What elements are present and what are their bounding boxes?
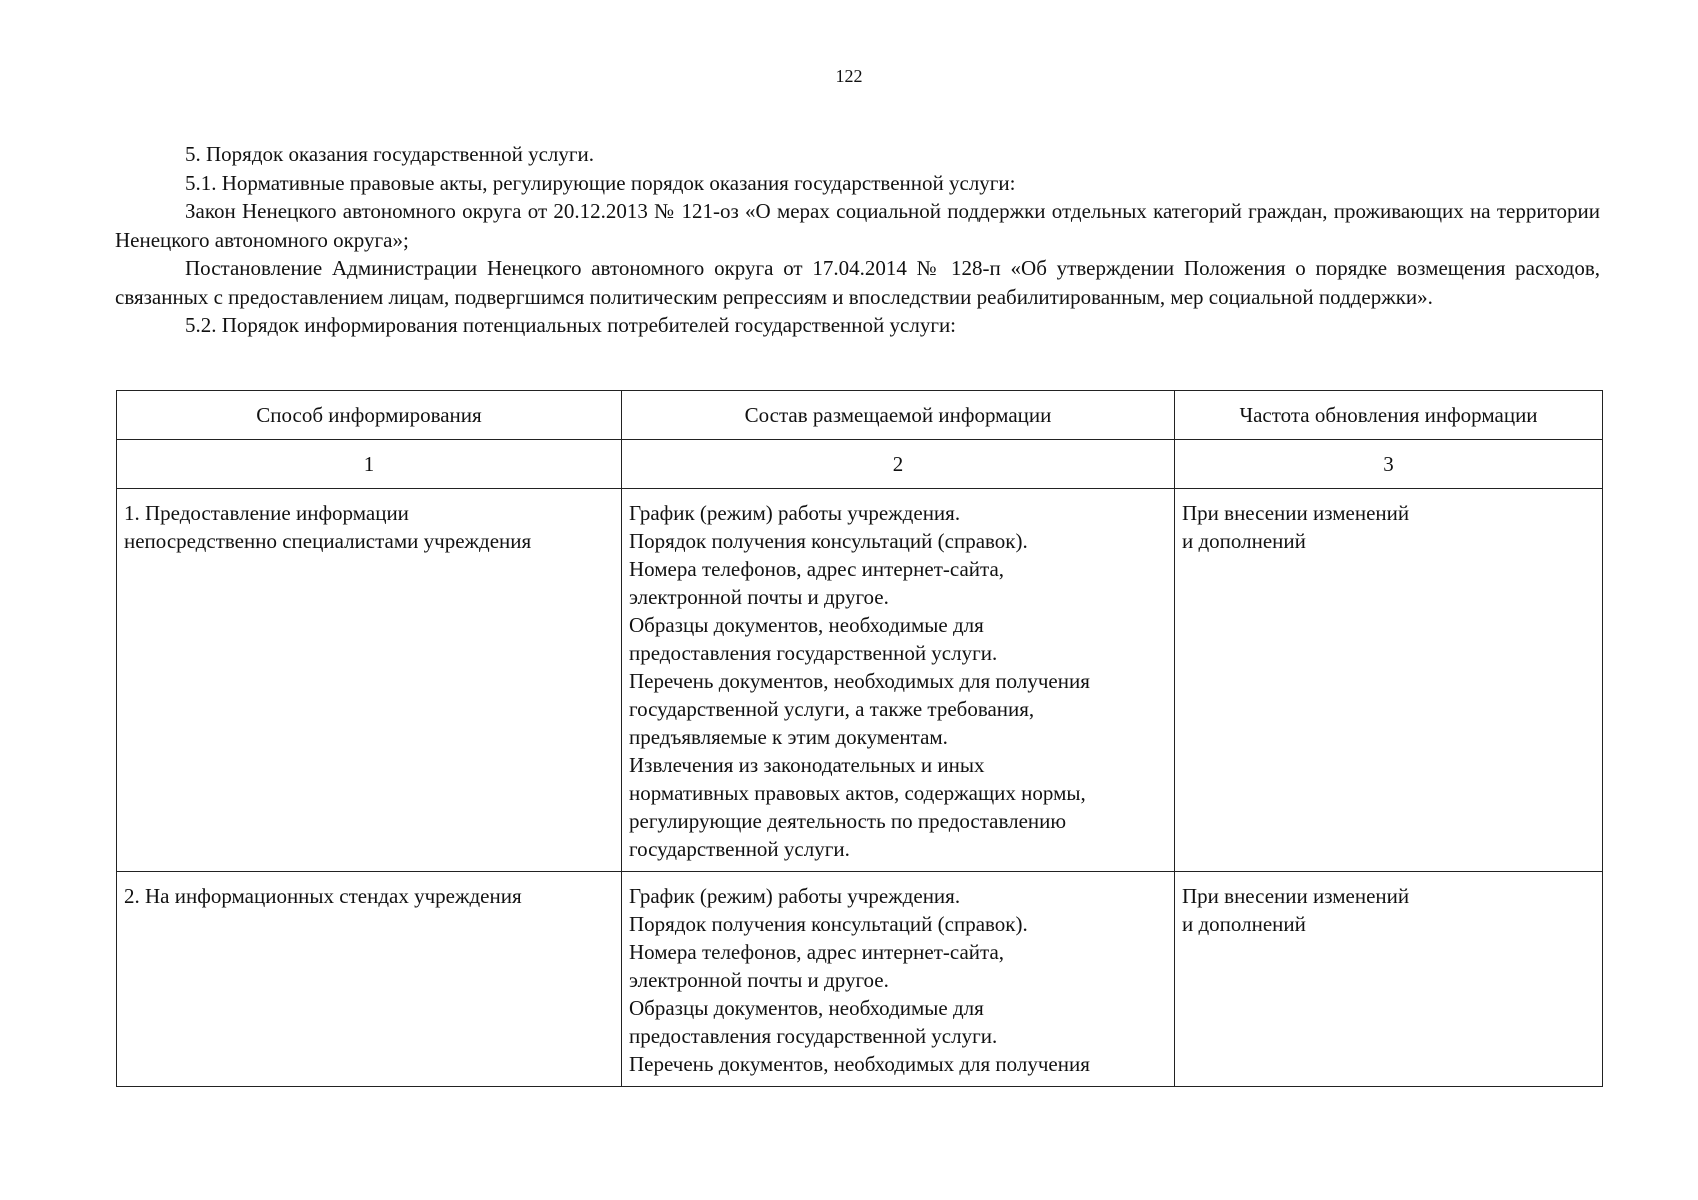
- column-numbers-row: [117, 440, 1603, 489]
- subsection-heading-informing: 5.2. Порядок информирования потенциальных потребителей государственной услуги:: [185, 313, 957, 337]
- cell-line: предоставления государственной услуги.: [629, 641, 998, 665]
- cell-line: При внесении изменений: [1182, 884, 1410, 908]
- cell-line: Порядок получения консультаций (справок).: [629, 529, 1028, 553]
- cell-line: Образцы документов, необходимые для: [629, 613, 984, 637]
- cell-line: 2. На информационных стендах учреждения: [124, 884, 522, 908]
- table-row: [117, 489, 1603, 872]
- cell-line: Номера телефонов, адрес интернет-сайта,: [629, 557, 1005, 581]
- table-row: [117, 872, 1603, 1087]
- informing-table: [116, 390, 1603, 1087]
- method-cell: [117, 489, 622, 872]
- cell-line: электронной почты и другое.: [629, 968, 889, 992]
- cell-line: предъявляемые к этим документам.: [629, 725, 948, 749]
- cell-line: предоставления государственной услуги.: [629, 1024, 998, 1048]
- header-method: Способ информирования: [117, 391, 622, 440]
- section-heading: 5. Порядок оказания государственной услуги.: [185, 142, 594, 166]
- resolution-reference: Постановление Администрации Ненецкого автономного округа от 17.04.2014 № 128-п «Об утверждении Положения о порядке возмещения расходов, связанных с предоставлением лицам, подвергшимся политическим репрессиям и впоследствии реабилитированным, мер социальной поддержки».: [115, 256, 1600, 309]
- frequency-cell: [1175, 489, 1603, 872]
- column-number: 2: [622, 440, 1175, 489]
- cell-line: 1. Предоставление информации: [124, 501, 409, 525]
- cell-line: При внесении изменений: [1182, 501, 1410, 525]
- cell-line: непосредственно специалистами учреждения: [124, 529, 532, 553]
- header-content: Состав размещаемой информации: [622, 391, 1175, 440]
- cell-line: государственной услуги.: [629, 837, 850, 861]
- cell-line: и дополнений: [1182, 912, 1306, 936]
- cell-line: Перечень документов, необходимых для получения: [629, 1052, 1090, 1076]
- cell-line: государственной услуги, а также требования,: [629, 697, 1035, 721]
- cell-line: электронной почты и другое.: [629, 585, 889, 609]
- body-text: [115, 140, 1600, 340]
- cell-line: нормативных правовых актов, содержащих нормы,: [629, 781, 1086, 805]
- frequency-cell: [1175, 872, 1603, 1087]
- cell-line: Перечень документов, необходимых для получения: [629, 669, 1090, 693]
- header-frequency: Частота обновления информации: [1175, 391, 1603, 440]
- cell-line: Образцы документов, необходимые для: [629, 996, 984, 1020]
- cell-line: Извлечения из законодательных и иных: [629, 753, 985, 777]
- law-reference: Закон Ненецкого автономного округа от 20.12.2013 № 121-оз «О мерах социальной поддержки отдельных категорий граждан, проживающих на территории Ненецкого автономного округа»;: [115, 199, 1600, 252]
- cell-line: регулирующие деятельность по предоставлению: [629, 809, 1067, 833]
- cell-line: Номера телефонов, адрес интернет-сайта,: [629, 940, 1005, 964]
- page-number: 122: [835, 66, 863, 86]
- cell-line: График (режим) работы учреждения.: [629, 884, 961, 908]
- content-cell: [622, 489, 1175, 872]
- method-cell: [117, 872, 622, 1087]
- subsection-heading-legal-acts: 5.1. Нормативные правовые акты, регулирующие порядок оказания государственной услуги:: [185, 170, 1016, 195]
- table-header-row: [117, 391, 1603, 440]
- cell-line: и дополнений: [1182, 529, 1306, 553]
- column-number: 1: [117, 440, 622, 489]
- cell-line: График (режим) работы учреждения.: [629, 501, 961, 525]
- content-cell: [622, 872, 1175, 1087]
- cell-line: Порядок получения консультаций (справок).: [629, 912, 1028, 936]
- column-number: 3: [1175, 440, 1603, 489]
